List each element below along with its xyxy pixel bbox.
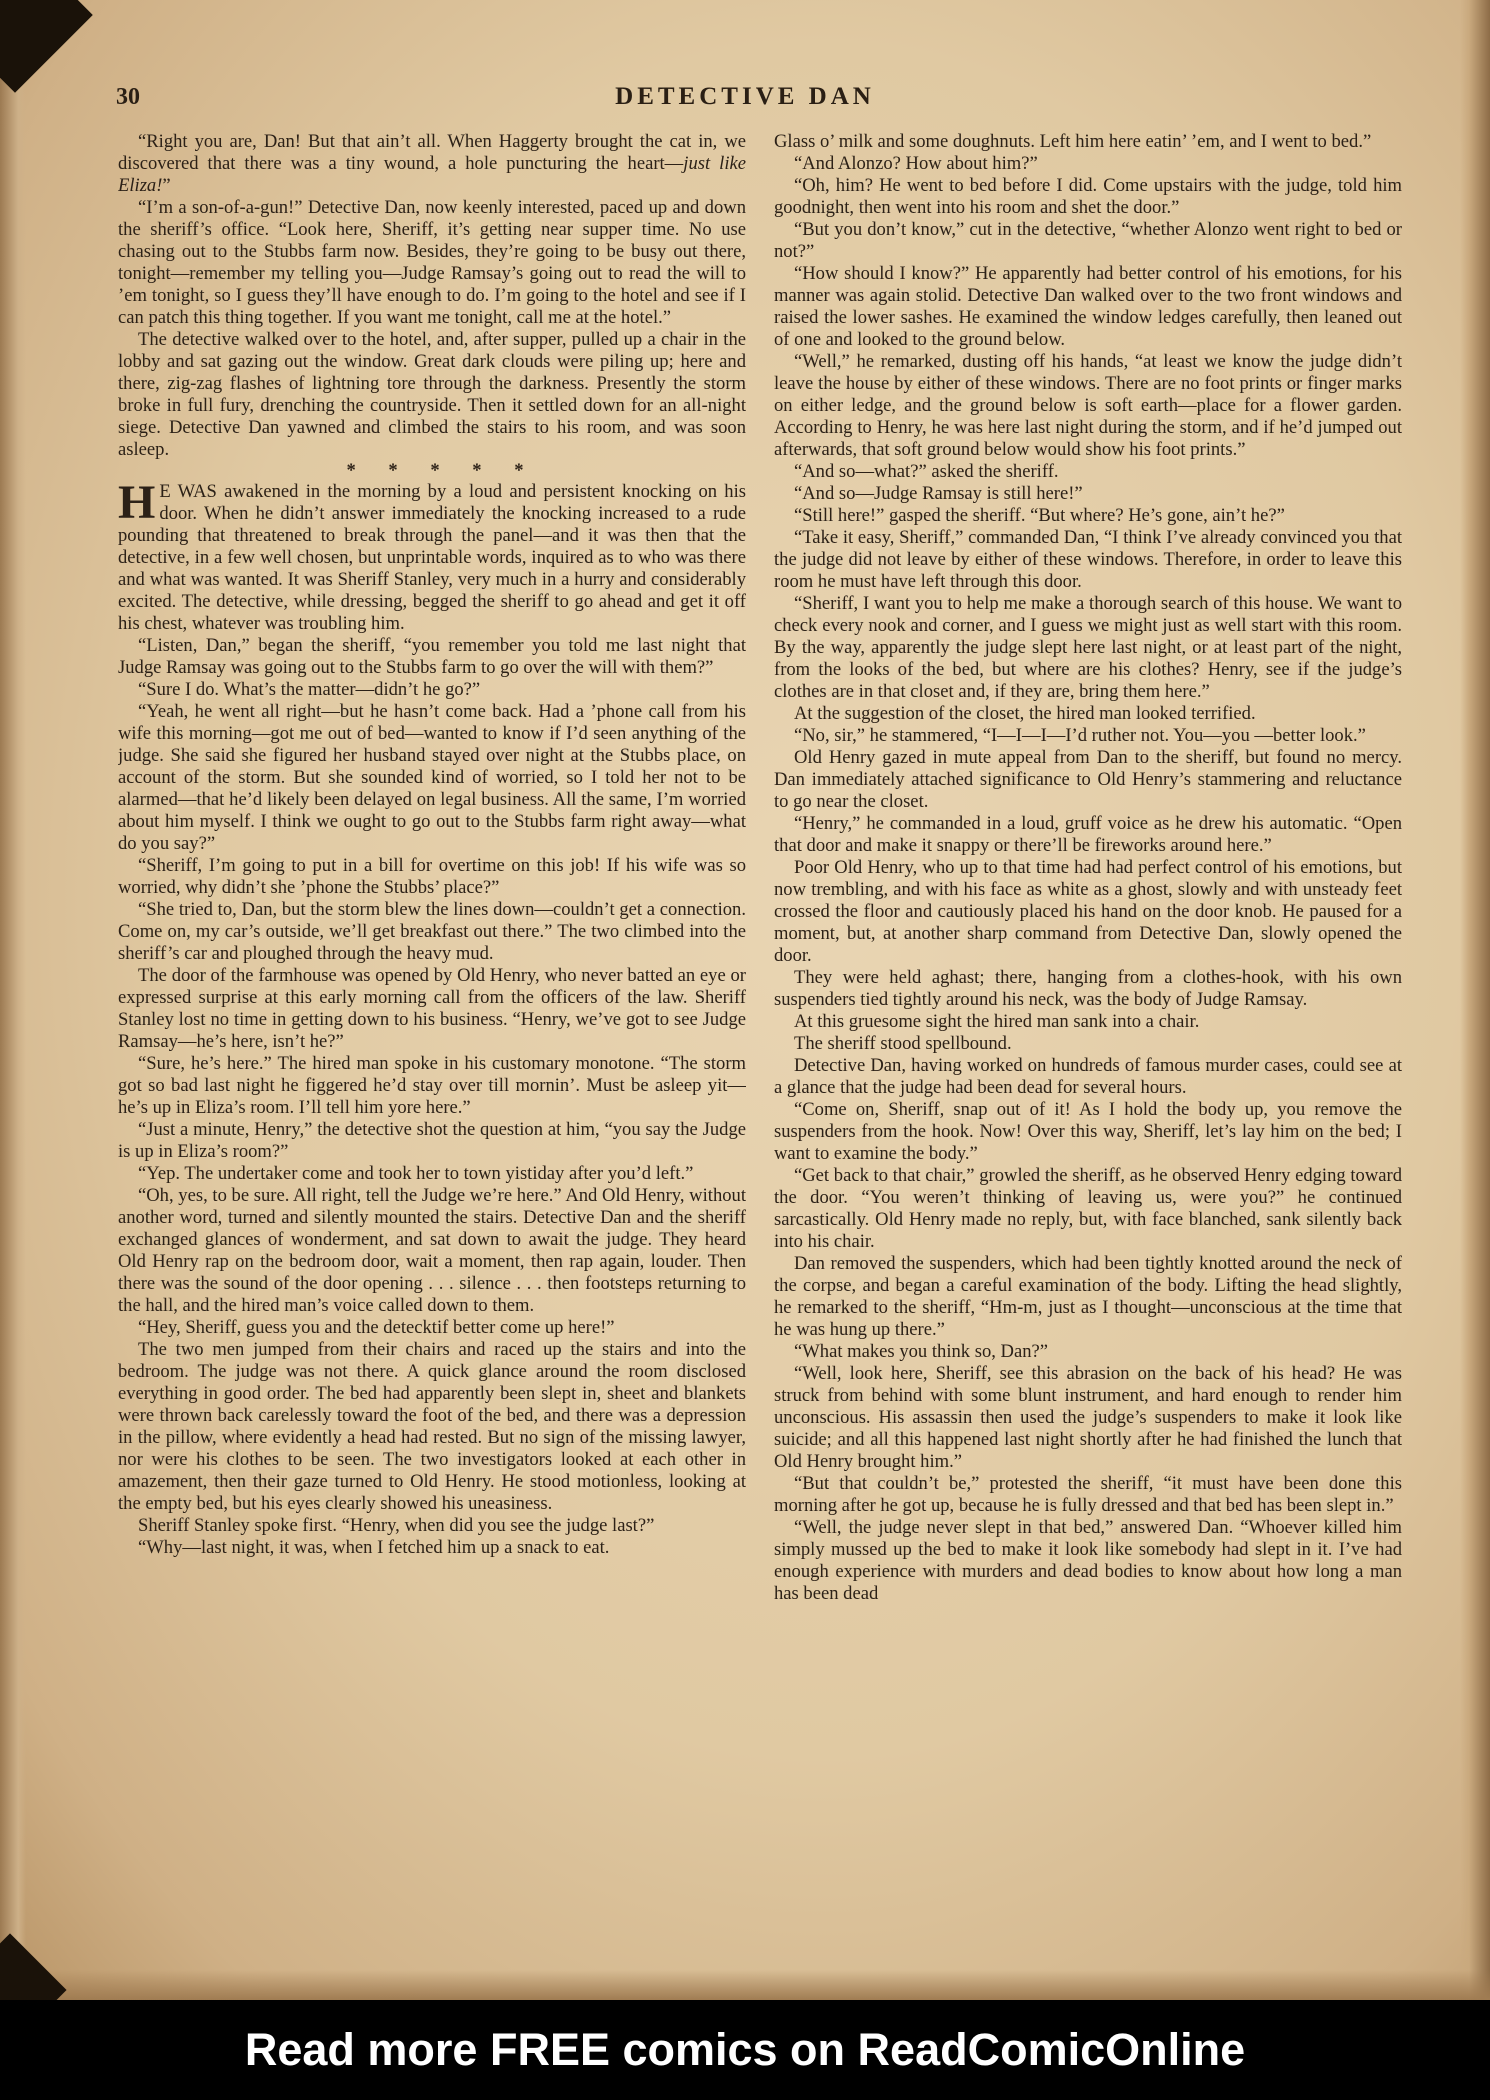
paragraph: “No, sir,” he stammered, “I—I—I—I’d ruther not. You—you —better look.” [794,725,1366,746]
paragraph: “What makes you think so, Dan?” [794,1341,1049,1362]
paragraph: “Yep. The undertaker come and took her to town yistiday after you’d left.” [138,1163,694,1184]
paragraph-emphasis: just like Eliza! [118,153,746,196]
paragraph: “Hey, Sheriff, guess you and the detecktif better come up here!” [138,1317,615,1338]
paragraph: “Come on, Sheriff, snap out of it! As I hold the body up, you remove the suspenders from the hook. Now! Over this way, Sheriff, let’s lay him on the bed; I want to examine the body.” [774,1099,1402,1164]
text-column-right [774,131,1402,1971]
paragraph-dropcap [118,476,746,635]
running-head-title: DETECTIVE DAN [615,83,875,110]
paragraph: “Sheriff, I’m going to put in a bill for overtime on this job! If his wife was so worried, why didn’t she ’phone the Stubbs’ place?” [118,855,746,898]
paragraph: “Sheriff, I want you to help me make a thorough search of this house. We want to check every nook and corner, and I guess we might just as well start with this room. By the way, apparently the judge slept here last night, or at least part of the night, from the looks of the bed, but where are his clothes? Henry, see if the judge’s clothes are in that closet and, if they are, bring them here.” [774,593,1402,702]
page-edge-right [1460,0,1490,2000]
paragraph: “Take it easy, Sheriff,” commanded Dan, “I think I’ve already convinced you that the judge did not leave by either of these windows. Therefore, in order to leave this room he must have left through this door. [774,527,1402,592]
paragraph: Sheriff Stanley spoke first. “Henry, when did you see the judge last?” [138,1515,655,1536]
paragraph: The sheriff stood spellbound. [794,1033,1012,1054]
torn-corner-bottom-left [0,1933,67,2000]
paragraph: “Well,” he remarked, dusting off his hands, “at least we know the judge didn’t leave the house by either of these windows. There are no foot prints or finger marks on either ledge, and the ground below is soft earth—place for a flower garden. According to Henry, he was here last night during the storm, and if he’d jumped out afterwards, that soft ground below would show his foot prints.” [774,351,1402,460]
paragraph: “Well, the judge never slept in that bed,” answered Dan. “Whoever killed him simply mussed up the bed to make it look like somebody had slept in it. I’ve had enough experience with murders and dead bodies to know about how long a man has been dead [774,1517,1402,1604]
paragraph: The door of the farmhouse was opened by Old Henry, who never batted an eye or expressed surprise at this early morning call from the officers of the law. Sheriff Stanley lost no time in getting down to his business. “Henry, we’ve got to see Judge Ramsay—he’s here, isn’t he?” [118,965,746,1052]
paragraph: At the suggestion of the closet, the hired man looked terrified. [794,703,1256,724]
paragraph: “Yeah, he went all right—but he hasn’t come back. Had a ’phone call from his wife this morning—got me out of bed—wanted to know if I’d seen anything of the judge. She said she figured her husband stayed over night at the Stubbs place, on account of the storm. But she sounded kind of worried, so I told her not to be alarmed—that he’d likely been delayed on legal business. All the same, I’m worried about him myself. I think we ought to go out to the Stubbs farm right away—what do you say?” [118,701,746,854]
torn-corner-top-left [0,0,93,93]
paragraph: “And Alonzo? How about him?” [794,153,1038,174]
paragraph-text: E WAS awakened in the morning by a loud and persistent knocking on his door. When he didn’t answer immediately the knocking increased to a rude pounding that threatened to break through the panel—and it was then that the detective, in a few well chosen, but unprintable words, inquired as to who was there and what was wanted. It was Sheriff Stanley, very much in a hurry and considerably excited. The detective, while dressing, begged the sheriff to go ahead and get it off his chest, whatever was troubling him. [118,481,746,634]
text-column-left [118,131,746,1971]
promo-link[interactable]: Read more FREE comics on ReadComicOnline [244,2024,1246,2075]
footer-promo-banner[interactable] [0,2000,1490,2100]
paragraph: “Get back to that chair,” growled the sheriff, as he observed Henry edging toward the door. “You weren’t thinking of leaving us, were you?” he continued sarcastically. Old Henry made no reply, but, with face blanched, sank silently back into his chair. [774,1165,1402,1252]
paragraph: Dan removed the suspenders, which had been tightly knotted around the neck of the corpse, and began a careful examination of the body. Lifting the head slightly, he remarked to the sheriff, “Hm-m, just as I thought—unconscious at the time that he was hung up there.” [774,1253,1402,1340]
paragraph: The detective walked over to the hotel, and, after supper, pulled up a chair in the lobby and sat gazing out the window. Great dark clouds were piling up; here and there, zig-zag flashes of lightning tore through the darkness. Presently the storm broke in full fury, drenching the countryside. Then it settled down for an all-night siege. Detective Dan yawned and climbed the stairs to his room, and was soon asleep. [118,329,746,460]
paragraph: “But that couldn’t be,” protested the sheriff, “it must have been done this morning after he got up, because he is fully dressed and that bed has been slept in.” [774,1473,1402,1516]
paragraph: “How should I know?” He apparently had better control of his emotions, for his manner was again stolid. Detective Dan walked over to the two front windows and raised the lower sashes. He examined the window ledges carefully, then leaned out of one and looked to the ground below. [774,263,1402,350]
page-edge-bottom [0,1970,1490,2000]
paragraph: “Sure I do. What’s the matter—didn’t he go?” [138,679,481,700]
page-edge-left [0,0,26,2000]
paragraph: Glass o’ milk and some doughnuts. Left him here eatin’ ’em, and I went to bed.” [774,131,1372,152]
paragraph [118,131,746,197]
paragraph: “Oh, yes, to be sure. All right, tell the Judge we’re here.” And Old Henry, without another word, turned and silently mounted the stairs. Detective Dan and the sheriff exchanged glances of wonderment, and sat down to await the judge. They heard Old Henry rap on the bedroom door, wait a moment, then rap again, louder. Then there was the sound of the door opening . . . silence . . . then footsteps returning to the hall, and the hired man’s voice called down to them. [118,1185,746,1316]
paragraph: “Henry,” he commanded in a loud, gruff voice as he drew his automatic. “Open that door and make it snappy or there’ll be fireworks around here.” [774,813,1402,856]
paragraph: “And so—what?” asked the sheriff. [794,461,1059,482]
section-separator: * * * * * [346,460,538,481]
paragraph: “Just a minute, Henry,” the detective shot the question at him, “you say the Judge is up in Eliza’s room?” [118,1119,746,1162]
paragraph: “But you don’t know,” cut in the detective, “whether Alonzo went right to bed or not?” [774,219,1402,262]
paragraph: Detective Dan, having worked on hundreds of famous murder cases, could see at a glance that the judge had been dead for several hours. [774,1055,1402,1098]
paragraph: “I’m a son-of-a-gun!” Detective Dan, now keenly interested, paced up and down the sheriff’s office. “Look here, Sheriff, it’s getting near supper time. No use chasing out to the Stubbs farm now. Besides, they’re going to be busy out there, tonight—remember my telling you—Judge Ramsay’s going out to read the will to ’em tonight, so I guess they’ll have enough to do. I’m going to the hotel and see if I can patch this thing together. If you want me tonight, call me at the hotel.” [118,197,746,328]
paragraph: “Why—last night, it was, when I fetched him up a snack to eat. [138,1537,610,1558]
paragraph: They were held aghast; there, hanging from a clothes-hook, with his own suspenders tied tightly around his neck, was the body of Judge Ramsay. [774,967,1402,1010]
paragraph: Old Henry gazed in mute appeal from Dan to the sheriff, but found no mercy. Dan immediately attached significance to Old Henry’s stammering and reluctance to go near the closet. [774,747,1402,812]
paragraph: “Listen, Dan,” began the sheriff, “you remember you told me last night that Judge Ramsay was going out to the Stubbs farm to go over the will with them?” [118,635,746,678]
paragraph-text: ” [162,175,171,196]
paragraph: “Oh, him? He went to bed before I did. Come upstairs with the judge, told him goodnight, then went into his room and shet the door.” [774,175,1402,218]
page-number: 30 [116,84,140,110]
paragraph: “Well, look here, Sheriff, see this abrasion on the back of his head? He was struck from behind with some blunt instrument, and hard enough to render him unconscious. His assassin then used the judge’s suspenders to make it look like suicide; and all this happened last night shortly after he had finished the lunch that Old Henry brought him.” [774,1363,1402,1472]
drop-cap-letter: H [118,476,156,529]
paragraph: The two men jumped from their chairs and raced up the stairs and into the bedroom. The judge was not there. A quick glance around the room disclosed everything in good order. The bed had apparently been slept in, sheet and blankets were thrown back carelessly toward the foot of the bed, and there was a depression in the pillow, where evidently a head had rested. But no sign of the missing lawyer, nor were his clothes to be seen. The two investigators looked at each other in amazement, then their gaze turned to Old Henry. He stood motionless, looking at the empty bed, but his eyes clearly showed his uneasiness. [118,1339,746,1514]
paragraph: Poor Old Henry, who up to that time had had perfect control of his emotions, but now trembling, and with his face as white as a ghost, slowly and with unsteady feet crossed the floor and cautiously placed his hand on the door knob. He paused for a moment, but, at another sharp command from Detective Dan, slowly opened the door. [774,857,1402,966]
paragraph: “She tried to, Dan, but the storm blew the lines down—couldn’t get a connection. Come on, my car’s outside, we’ll get breakfast out there.” The two climbed into the sheriff’s car and ploughed through the heavy mud. [118,899,746,964]
paragraph-text: “Right you are, Dan! But that ain’t all. When Haggerty brought the cat in, we discovered that there was a tiny wound, a hole puncturing the heart— [118,131,746,174]
paragraph: “Sure, he’s here.” The hired man spoke in his customary monotone. “The storm got so bad last night he figgered he’d stay over till mornin’. Must be asleep yit—he’s up in Eliza’s room. I’ll tell him yore here.” [118,1053,746,1118]
paragraph: At this gruesome sight the hired man sank into a chair. [794,1011,1200,1032]
paragraph: “And so—Judge Ramsay is still here!” [794,483,1083,504]
paragraph: “Still here!” gasped the sheriff. “But where? He’s gone, ain’t he?” [794,505,1285,526]
